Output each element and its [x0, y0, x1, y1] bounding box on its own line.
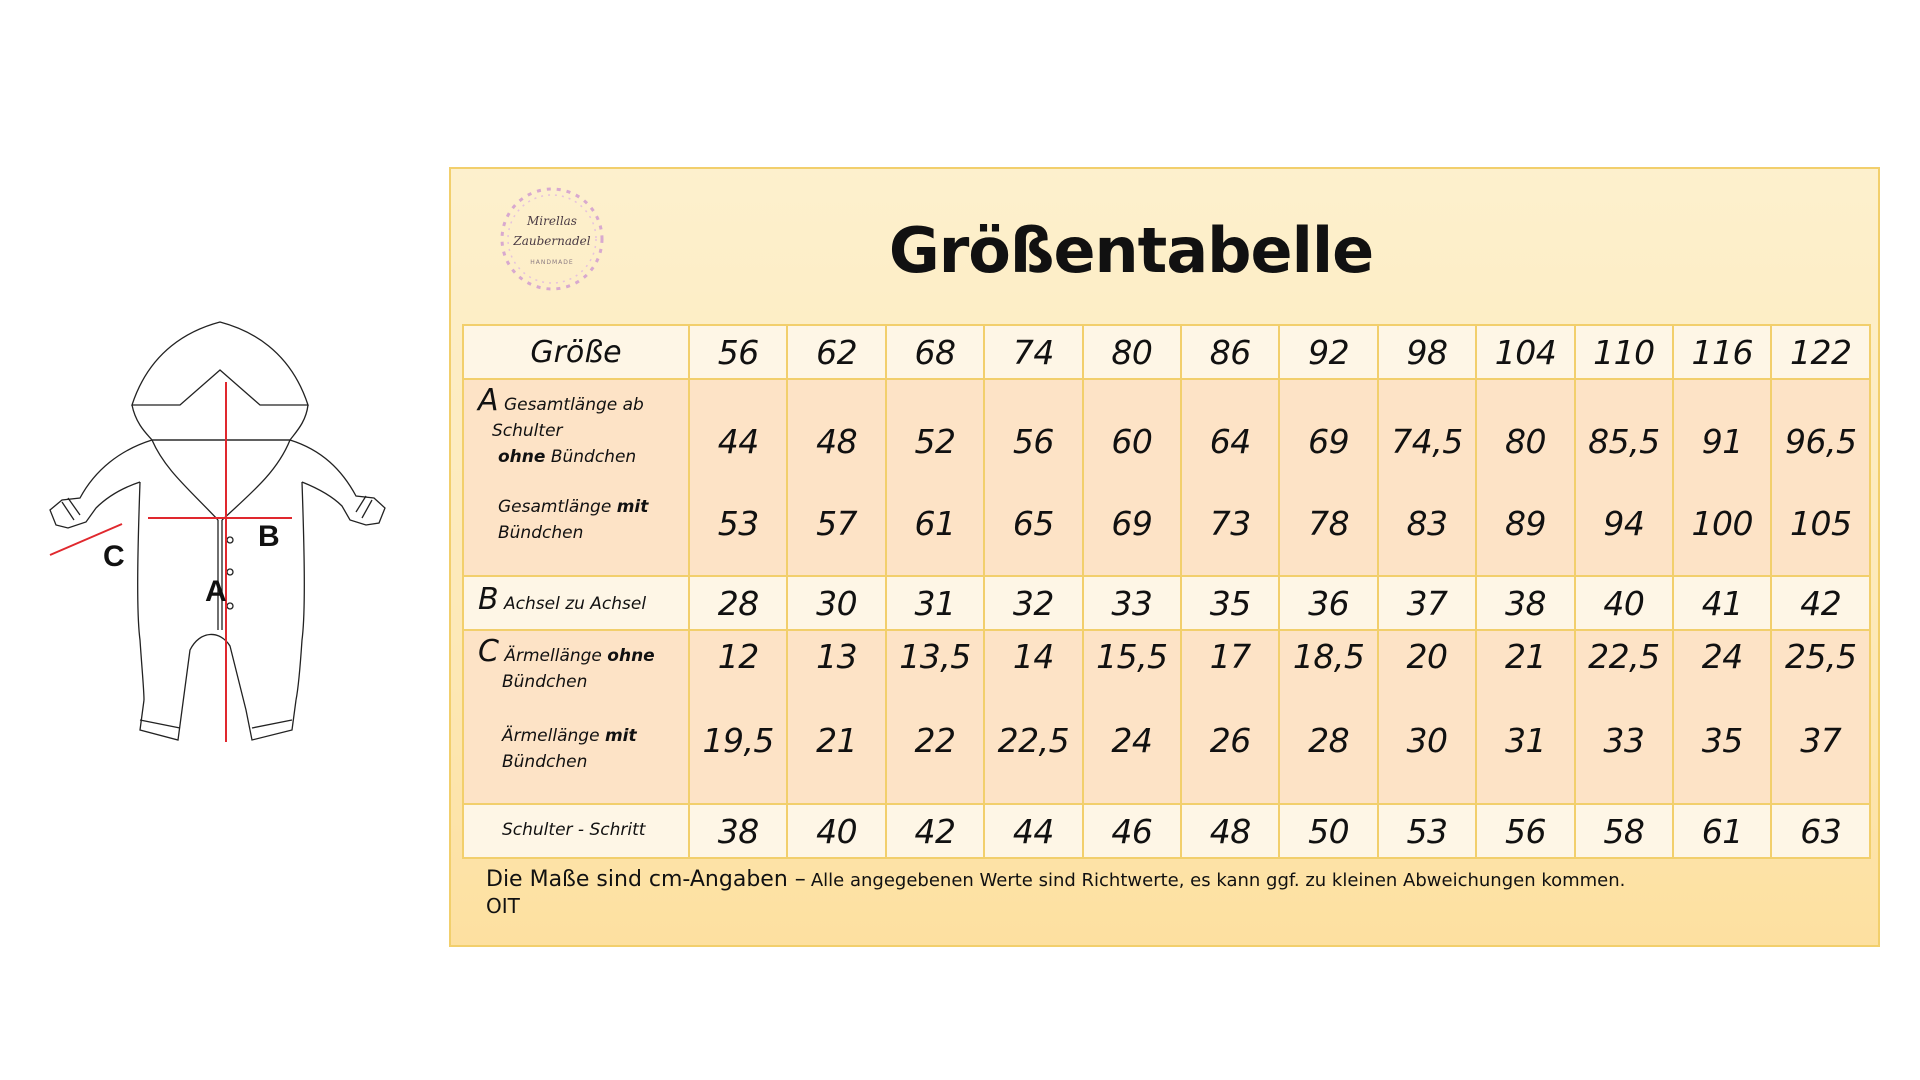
row-c-label1-bold: ohne [607, 646, 655, 666]
row-c-label-cell [463, 630, 689, 804]
row-a-value-with-cuff: 94 [1603, 504, 1645, 543]
row-b-letter: B [478, 582, 499, 617]
row-c-value-without-cuff: 15,5 [1096, 637, 1168, 676]
row-ss-value: 38 [689, 804, 787, 858]
row-a-value-without-cuff: 85,5 [1588, 422, 1660, 461]
row-a-value-stack [1772, 380, 1869, 575]
row-a-value-with-cuff: 78 [1308, 504, 1350, 543]
size-header-value: 86 [1181, 325, 1279, 379]
row-b-value: 38 [1476, 576, 1574, 630]
row-a-value-cell [1575, 379, 1673, 576]
size-header-value: 122 [1771, 325, 1870, 379]
row-ss-value: 40 [787, 804, 885, 858]
row-c-value-without-cuff: 13,5 [899, 637, 971, 676]
row-c-label2-bold: mit [604, 726, 637, 746]
marker-b: B [258, 520, 280, 553]
row-a-value-stack [690, 380, 786, 575]
row-a-value-stack [1576, 380, 1672, 575]
size-header-value: 116 [1673, 325, 1771, 379]
row-a-value-cell [1771, 379, 1870, 576]
table-row-sizes [463, 325, 1870, 379]
row-a-label2-end: Bündchen [498, 523, 584, 543]
row-c-value-without-cuff: 20 [1406, 637, 1448, 676]
size-header-value: 98 [1378, 325, 1476, 379]
row-a-value-with-cuff: 53 [717, 504, 759, 543]
row-c-value-with-cuff: 24 [1111, 721, 1153, 760]
size-header-value: 62 [787, 325, 885, 379]
logo-line1: Mirellas [527, 214, 577, 228]
logo-line2: Zaubernadel [513, 234, 591, 248]
row-c-value-cell [787, 630, 885, 804]
row-c-value-cell [689, 630, 787, 804]
row-c-value-with-cuff: 28 [1308, 721, 1350, 760]
marker-c: C [103, 540, 125, 573]
row-ss-value: 53 [1378, 804, 1476, 858]
row-c-value-with-cuff: 22,5 [997, 721, 1070, 760]
footnote-rest: Alle angegebenen Werte sind Richtwerte, es kann ggf. zu kleinen Abweichungen kommen. [810, 870, 1626, 891]
row-c-value-without-cuff: 13 [816, 637, 858, 676]
row-a-value-without-cuff: 60 [1111, 422, 1153, 461]
row-b-value: 33 [1083, 576, 1181, 630]
row-c-value-with-cuff: 30 [1406, 721, 1448, 760]
size-header-value: 80 [1083, 325, 1181, 379]
row-b-value: 42 [1771, 576, 1870, 630]
row-a-label1-bold: ohne [498, 447, 546, 467]
row-ss-value: 50 [1279, 804, 1377, 858]
size-header-value: 92 [1279, 325, 1377, 379]
row-a-value-stack [1182, 380, 1278, 575]
row-a-value-stack [887, 380, 983, 575]
size-header-value: 110 [1575, 325, 1673, 379]
row-a-value-cell [1673, 379, 1771, 576]
row-a-value-with-cuff: 57 [816, 504, 858, 543]
row-a-value-with-cuff: 100 [1691, 504, 1754, 543]
row-c-value-stack [1182, 631, 1278, 803]
size-header-label: Größe [530, 334, 622, 370]
marker-a: A [205, 575, 227, 608]
row-ss-value: 42 [886, 804, 984, 858]
row-c-value-with-cuff: 33 [1603, 721, 1645, 760]
row-a-value-without-cuff: 48 [816, 422, 858, 461]
size-table [462, 324, 1871, 859]
row-c-value-with-cuff: 37 [1800, 721, 1842, 760]
row-c-value-without-cuff: 24 [1701, 637, 1743, 676]
row-b-label [478, 582, 647, 617]
table-row-shoulder-crotch [463, 804, 1870, 858]
row-c-value-cell [886, 630, 984, 804]
row-a-value-cell [984, 379, 1082, 576]
row-c-value-without-cuff: 18,5 [1292, 637, 1365, 676]
row-c-value-cell [1181, 630, 1279, 804]
row-a-value-without-cuff: 69 [1308, 422, 1350, 461]
row-a-label2-bold: mit [616, 497, 649, 517]
row-c-label2 [502, 723, 637, 775]
brand-logo [496, 183, 608, 295]
row-c-value-without-cuff: 14 [1012, 637, 1054, 676]
row-a-value-with-cuff: 83 [1406, 504, 1448, 543]
size-chart-panel [449, 167, 1880, 947]
row-c-value-stack [788, 631, 884, 803]
romper-drawing [40, 310, 440, 780]
row-b-value: 37 [1378, 576, 1476, 630]
row-c-value-without-cuff: 12 [717, 637, 759, 676]
row-ss-label: Schulter - Schritt [502, 820, 646, 840]
logo-wordmark [496, 211, 608, 251]
row-a-value-without-cuff: 80 [1504, 422, 1546, 461]
row-a-value-stack [788, 380, 884, 575]
logo-subtitle: HANDMADE [530, 259, 574, 266]
row-b-value: 36 [1279, 576, 1377, 630]
row-a-value-cell [1083, 379, 1181, 576]
table-row-c [463, 630, 1870, 804]
row-c-value-without-cuff: 25,5 [1784, 637, 1857, 676]
row-c-value-stack [1576, 631, 1672, 803]
row-a-value-cell [689, 379, 787, 576]
row-ss-label-cell [463, 804, 689, 858]
row-a-value-with-cuff: 61 [914, 504, 956, 543]
row-a-value-without-cuff: 96,5 [1784, 422, 1857, 461]
row-c-label1 [478, 634, 655, 695]
row-a-label1 [478, 383, 644, 470]
row-a-value-with-cuff: 105 [1789, 504, 1852, 543]
row-c-value-stack [1772, 631, 1869, 803]
row-c-value-stack [1084, 631, 1180, 803]
romper-illustration [40, 310, 440, 780]
footnote [486, 867, 1625, 918]
row-ss-value: 44 [984, 804, 1082, 858]
page-title: Größentabelle [888, 214, 1374, 287]
footnote-main: Die Maße sind cm-Angaben – [486, 867, 806, 892]
footnote-extra: OIT [486, 894, 520, 918]
row-b-value: 28 [689, 576, 787, 630]
row-c-label2-start: Ärmellänge [502, 726, 600, 746]
row-ss-value: 58 [1575, 804, 1673, 858]
row-c-value-stack [1477, 631, 1573, 803]
size-header-value: 56 [689, 325, 787, 379]
row-c-value-cell [1083, 630, 1181, 804]
row-c-value-cell [1771, 630, 1870, 804]
row-c-value-stack [690, 631, 786, 803]
row-c-value-cell [1575, 630, 1673, 804]
row-c-value-cell [984, 630, 1082, 804]
row-c-value-without-cuff: 22,5 [1588, 637, 1660, 676]
row-c-letter: C [478, 634, 499, 669]
table-row-a [463, 379, 1870, 576]
row-c-value-cell [1279, 630, 1377, 804]
size-header-cell [463, 325, 689, 379]
row-ss-value: 48 [1181, 804, 1279, 858]
row-c-value-with-cuff: 31 [1504, 721, 1546, 760]
row-c-label1-end: Bündchen [502, 672, 588, 692]
row-b-value: 41 [1673, 576, 1771, 630]
row-a-value-without-cuff: 52 [914, 422, 956, 461]
size-header-value: 74 [984, 325, 1082, 379]
table-row-b [463, 576, 1870, 630]
row-b-value: 40 [1575, 576, 1673, 630]
row-c-value-with-cuff: 19,5 [702, 721, 774, 760]
row-a-value-without-cuff: 64 [1209, 422, 1251, 461]
row-a-value-stack [1280, 380, 1376, 575]
row-a-label-cell [463, 379, 689, 576]
row-c-value-without-cuff: 21 [1504, 637, 1546, 676]
row-a-label1-end: Bündchen [550, 447, 637, 467]
row-a-label1-line1: Gesamtlänge ab [503, 395, 644, 415]
row-c-value-stack [1280, 631, 1376, 803]
row-a-value-without-cuff: 91 [1701, 422, 1743, 461]
row-c-value-stack [985, 631, 1081, 803]
row-c-value-with-cuff: 26 [1209, 721, 1251, 760]
row-a-value-with-cuff: 73 [1209, 504, 1251, 543]
row-a-value-cell [1476, 379, 1574, 576]
row-ss-value: 63 [1771, 804, 1870, 858]
row-c-value-cell [1673, 630, 1771, 804]
row-c-value-with-cuff: 22 [914, 721, 956, 760]
row-ss-value: 56 [1476, 804, 1574, 858]
row-a-value-cell [787, 379, 885, 576]
row-a-value-without-cuff: 74,5 [1391, 422, 1463, 461]
row-a-value-stack [985, 380, 1081, 575]
row-c-value-cell [1476, 630, 1574, 804]
row-a-value-cell [1279, 379, 1377, 576]
row-a-value-cell [886, 379, 984, 576]
row-c-value-cell [1378, 630, 1476, 804]
row-a-value-cell [1378, 379, 1476, 576]
row-c-label2-end: Bündchen [502, 752, 588, 772]
row-a-value-without-cuff: 56 [1012, 422, 1054, 461]
row-b-value: 32 [984, 576, 1082, 630]
row-a-value-with-cuff: 89 [1504, 504, 1546, 543]
row-a-value-without-cuff: 44 [717, 422, 759, 461]
row-a-value-with-cuff: 65 [1012, 504, 1054, 543]
row-c-value-with-cuff: 21 [816, 721, 858, 760]
row-a-value-stack [1379, 380, 1475, 575]
row-a-label2-line1: Gesamtlänge [498, 497, 612, 517]
row-b-label-text: Achsel zu Achsel [504, 594, 647, 614]
row-a-letter: A [478, 383, 499, 418]
row-c-label1-start: Ärmellänge [504, 646, 602, 666]
size-header-value: 104 [1476, 325, 1574, 379]
row-c-value-without-cuff: 17 [1209, 637, 1251, 676]
row-a-value-stack [1674, 380, 1770, 575]
row-c-value-with-cuff: 35 [1701, 721, 1743, 760]
row-a-value-stack [1084, 380, 1180, 575]
row-b-label-cell [463, 576, 689, 630]
row-a-value-stack [1477, 380, 1573, 575]
size-header-value: 68 [886, 325, 984, 379]
row-b-value: 35 [1181, 576, 1279, 630]
row-a-label2 [498, 494, 648, 546]
row-c-value-stack [1379, 631, 1475, 803]
row-a-value-cell [1181, 379, 1279, 576]
row-c-value-stack [887, 631, 983, 803]
row-ss-value: 61 [1673, 804, 1771, 858]
row-c-value-stack [1674, 631, 1770, 803]
row-b-value: 30 [787, 576, 885, 630]
row-ss-value: 46 [1083, 804, 1181, 858]
row-b-value: 31 [886, 576, 984, 630]
row-a-value-with-cuff: 69 [1111, 504, 1153, 543]
row-a-label1-line2: Schulter [492, 421, 563, 441]
